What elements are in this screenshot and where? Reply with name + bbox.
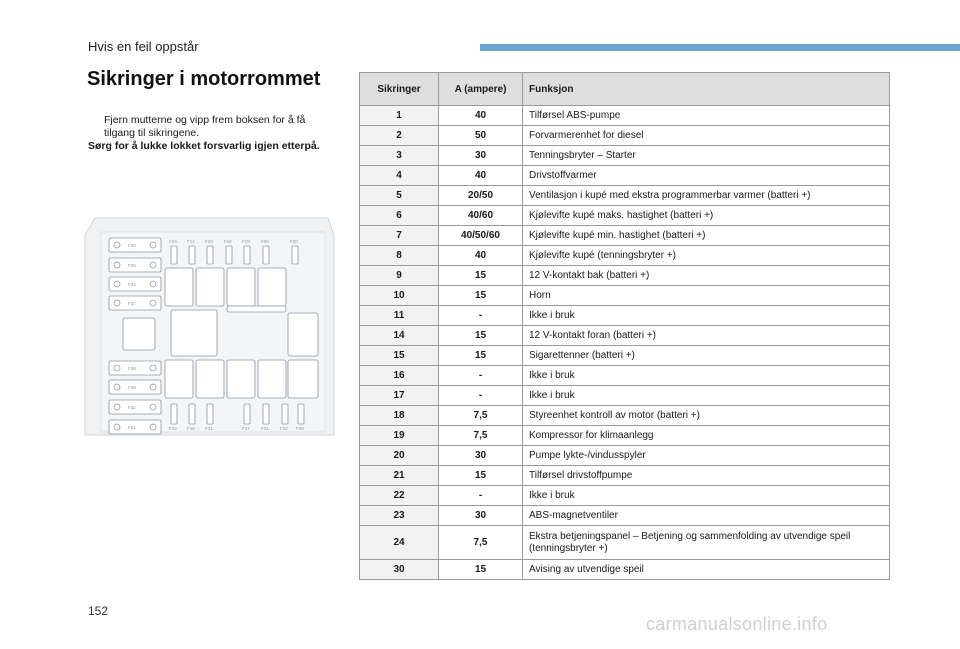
fuse-label: F19 bbox=[242, 239, 250, 244]
cell-ampere: 40 bbox=[439, 166, 523, 186]
cell-function: Horn bbox=[523, 286, 890, 306]
cell-ampere: 20/50 bbox=[439, 186, 523, 206]
table-row bbox=[360, 506, 890, 526]
table-row bbox=[360, 346, 890, 366]
cell-function: Forvarmerenhet for diesel bbox=[523, 126, 890, 146]
table-row bbox=[360, 560, 890, 580]
cell-ampere: - bbox=[439, 486, 523, 506]
cell-function: 12 V-kontakt bak (batteri +) bbox=[523, 266, 890, 286]
cell-function: Pumpe lykte-/vindusspyler bbox=[523, 446, 890, 466]
cell-function: Ikke i bruk bbox=[523, 366, 890, 386]
cell-ampere: 30 bbox=[439, 146, 523, 166]
cell-ampere: 7,5 bbox=[439, 526, 523, 560]
cell-fuse-number: 9 bbox=[360, 266, 439, 286]
cell-function: Sigarettenner (batteri +) bbox=[523, 346, 890, 366]
table-row bbox=[360, 106, 890, 126]
page-number: 152 bbox=[88, 604, 109, 618]
fuse-label: F39 bbox=[128, 385, 136, 390]
table-row bbox=[360, 226, 890, 246]
cell-function: Kjølevifte kupé min. hastighet (batteri +) bbox=[523, 226, 890, 246]
cell-fuse-number: 20 bbox=[360, 446, 439, 466]
table-header-row bbox=[360, 73, 890, 106]
cell-fuse-number: 5 bbox=[360, 186, 439, 206]
cell-fuse-number: 15 bbox=[360, 346, 439, 366]
table-row bbox=[360, 146, 890, 166]
cell-function: Ikke i bruk bbox=[523, 486, 890, 506]
fuse-label: F37 bbox=[128, 301, 136, 306]
fuse-label: F33 bbox=[128, 243, 136, 248]
column-header-function: Funksjon bbox=[523, 73, 890, 106]
table-row bbox=[360, 306, 890, 326]
instruction-warning: Sørg for å lukke lokket forsvarlig igjen etterpå. bbox=[88, 140, 320, 152]
cell-fuse-number: 2 bbox=[360, 126, 439, 146]
cell-fuse-number: 6 bbox=[360, 206, 439, 226]
cell-ampere: 15 bbox=[439, 346, 523, 366]
table-row bbox=[360, 366, 890, 386]
cell-ampere: 15 bbox=[439, 326, 523, 346]
fuse-label: F15 bbox=[224, 239, 232, 244]
cell-function: Kompressor for klimaanlegg bbox=[523, 426, 890, 446]
cell-ampere: - bbox=[439, 366, 523, 386]
cell-ampere: 30 bbox=[439, 446, 523, 466]
fuse-label: F01 bbox=[128, 425, 136, 430]
cell-fuse-number: 30 bbox=[360, 560, 439, 580]
cell-function: Ikke i bruk bbox=[523, 306, 890, 326]
fuse-label: F18 bbox=[187, 426, 195, 431]
table-row bbox=[360, 166, 890, 186]
cell-fuse-number: 17 bbox=[360, 386, 439, 406]
fuse-table bbox=[359, 72, 890, 580]
cell-function: Avising av utvendige speil bbox=[523, 560, 890, 580]
cell-ampere: 40 bbox=[439, 106, 523, 126]
fuse-slot-left bbox=[109, 296, 161, 310]
page-heading: Sikringer i motorrommet bbox=[87, 68, 321, 90]
fuse-slot-left bbox=[109, 380, 161, 394]
instruction-step-line1: Fjern mutterne og vipp frem boksen for å få bbox=[104, 114, 306, 126]
cell-ampere: 7,5 bbox=[439, 426, 523, 446]
fuse-slot-left bbox=[109, 361, 161, 375]
watermark: carmanualsonline.info bbox=[646, 614, 828, 634]
fuse-table-container bbox=[359, 72, 890, 580]
fuse-label: F38 bbox=[128, 366, 136, 371]
fuse-label: F09 bbox=[296, 426, 304, 431]
table-row bbox=[360, 526, 890, 560]
cell-ampere: 15 bbox=[439, 560, 523, 580]
cell-fuse-number: 11 bbox=[360, 306, 439, 326]
table-row bbox=[360, 246, 890, 266]
table-row bbox=[360, 326, 890, 346]
table-row bbox=[360, 126, 890, 146]
instructions bbox=[88, 114, 350, 153]
cell-ampere: 15 bbox=[439, 286, 523, 306]
table-row bbox=[360, 186, 890, 206]
table-row bbox=[360, 446, 890, 466]
cell-ampere: - bbox=[439, 306, 523, 326]
cell-fuse-number: 14 bbox=[360, 326, 439, 346]
cell-function: Tilførsel ABS-pumpe bbox=[523, 106, 890, 126]
cell-fuse-number: 21 bbox=[360, 466, 439, 486]
cell-fuse-number: 23 bbox=[360, 506, 439, 526]
cell-fuse-number: 10 bbox=[360, 286, 439, 306]
header-accent-bar bbox=[480, 44, 960, 51]
cell-fuse-number: 7 bbox=[360, 226, 439, 246]
cell-fuse-number: 18 bbox=[360, 406, 439, 426]
table-row bbox=[360, 266, 890, 286]
fuse-label: F21 bbox=[205, 426, 213, 431]
cell-ampere: 40/60 bbox=[439, 206, 523, 226]
table-row bbox=[360, 486, 890, 506]
cell-function: Drivstoffvarmer bbox=[523, 166, 890, 186]
table-row bbox=[360, 386, 890, 406]
cell-ampere: 15 bbox=[439, 466, 523, 486]
fuse-label: F22 bbox=[280, 426, 288, 431]
cell-ampere: - bbox=[439, 386, 523, 406]
column-header-fuse: Sikringer bbox=[360, 73, 439, 106]
table-row bbox=[360, 406, 890, 426]
fuse-label: F11 bbox=[261, 426, 269, 431]
fuse-label: F34 bbox=[128, 282, 136, 287]
cell-function: ABS-magnetventiler bbox=[523, 506, 890, 526]
cell-function: 12 V-kontakt foran (batteri +) bbox=[523, 326, 890, 346]
cell-fuse-number: 22 bbox=[360, 486, 439, 506]
cell-function: Ikke i bruk bbox=[523, 386, 890, 406]
fuse-label: F32 bbox=[128, 405, 136, 410]
table-row bbox=[360, 286, 890, 306]
fuse-box-illustration bbox=[83, 210, 336, 440]
fuse-slot-left bbox=[109, 420, 161, 434]
cell-function: Ventilasjon i kupé med ekstra programmerbar varmer (batteri +) bbox=[523, 186, 890, 206]
cell-fuse-number: 19 bbox=[360, 426, 439, 446]
table-row bbox=[360, 466, 890, 486]
checkbox-bullet-icon bbox=[88, 114, 104, 140]
cell-fuse-number: 24 bbox=[360, 526, 439, 560]
fuse-slot-left bbox=[109, 277, 161, 291]
cell-function: Kjølevifte kupé maks. hastighet (batteri +) bbox=[523, 206, 890, 226]
column-header-ampere: A (ampere) bbox=[439, 73, 523, 106]
fuse-label: F20 bbox=[290, 239, 298, 244]
cell-function: Styreenhet kontroll av motor (batteri +) bbox=[523, 406, 890, 426]
fuse-label: F10 bbox=[205, 239, 213, 244]
fuse-slot-left bbox=[109, 400, 161, 414]
fuse-label: F23 bbox=[169, 426, 177, 431]
fuse-label: F14 bbox=[187, 239, 195, 244]
cell-ampere: 7,5 bbox=[439, 406, 523, 426]
cell-function: Tilførsel drivstoffpumpe bbox=[523, 466, 890, 486]
fuse-label: F08 bbox=[261, 239, 269, 244]
cell-ampere: 40 bbox=[439, 246, 523, 266]
instruction-step-line2: tilgang til sikringene. bbox=[104, 127, 200, 139]
cell-ampere: 30 bbox=[439, 506, 523, 526]
cell-function: Ekstra betjeningspanel – Betjening og sammenfolding av utvendige speil (tenningsbryter +) bbox=[523, 526, 890, 560]
fuse-label: F24 bbox=[169, 239, 177, 244]
table-row bbox=[360, 206, 890, 226]
fuse-label: F17 bbox=[242, 426, 250, 431]
fuse-label: F36 bbox=[128, 263, 136, 268]
fuse-slot-left bbox=[109, 238, 161, 252]
cell-fuse-number: 8 bbox=[360, 246, 439, 266]
cell-function: Tenningsbryter – Starter bbox=[523, 146, 890, 166]
cell-ampere: 40/50/60 bbox=[439, 226, 523, 246]
cell-ampere: 15 bbox=[439, 266, 523, 286]
section-title: Hvis en feil oppstår bbox=[88, 39, 199, 54]
cell-fuse-number: 1 bbox=[360, 106, 439, 126]
cell-fuse-number: 16 bbox=[360, 366, 439, 386]
fuse-slot-left bbox=[109, 258, 161, 272]
table-row bbox=[360, 426, 890, 446]
cell-fuse-number: 3 bbox=[360, 146, 439, 166]
fuse-box-diagram bbox=[83, 210, 336, 440]
cell-function: Kjølevifte kupé (tenningsbryter +) bbox=[523, 246, 890, 266]
cell-ampere: 50 bbox=[439, 126, 523, 146]
cell-fuse-number: 4 bbox=[360, 166, 439, 186]
